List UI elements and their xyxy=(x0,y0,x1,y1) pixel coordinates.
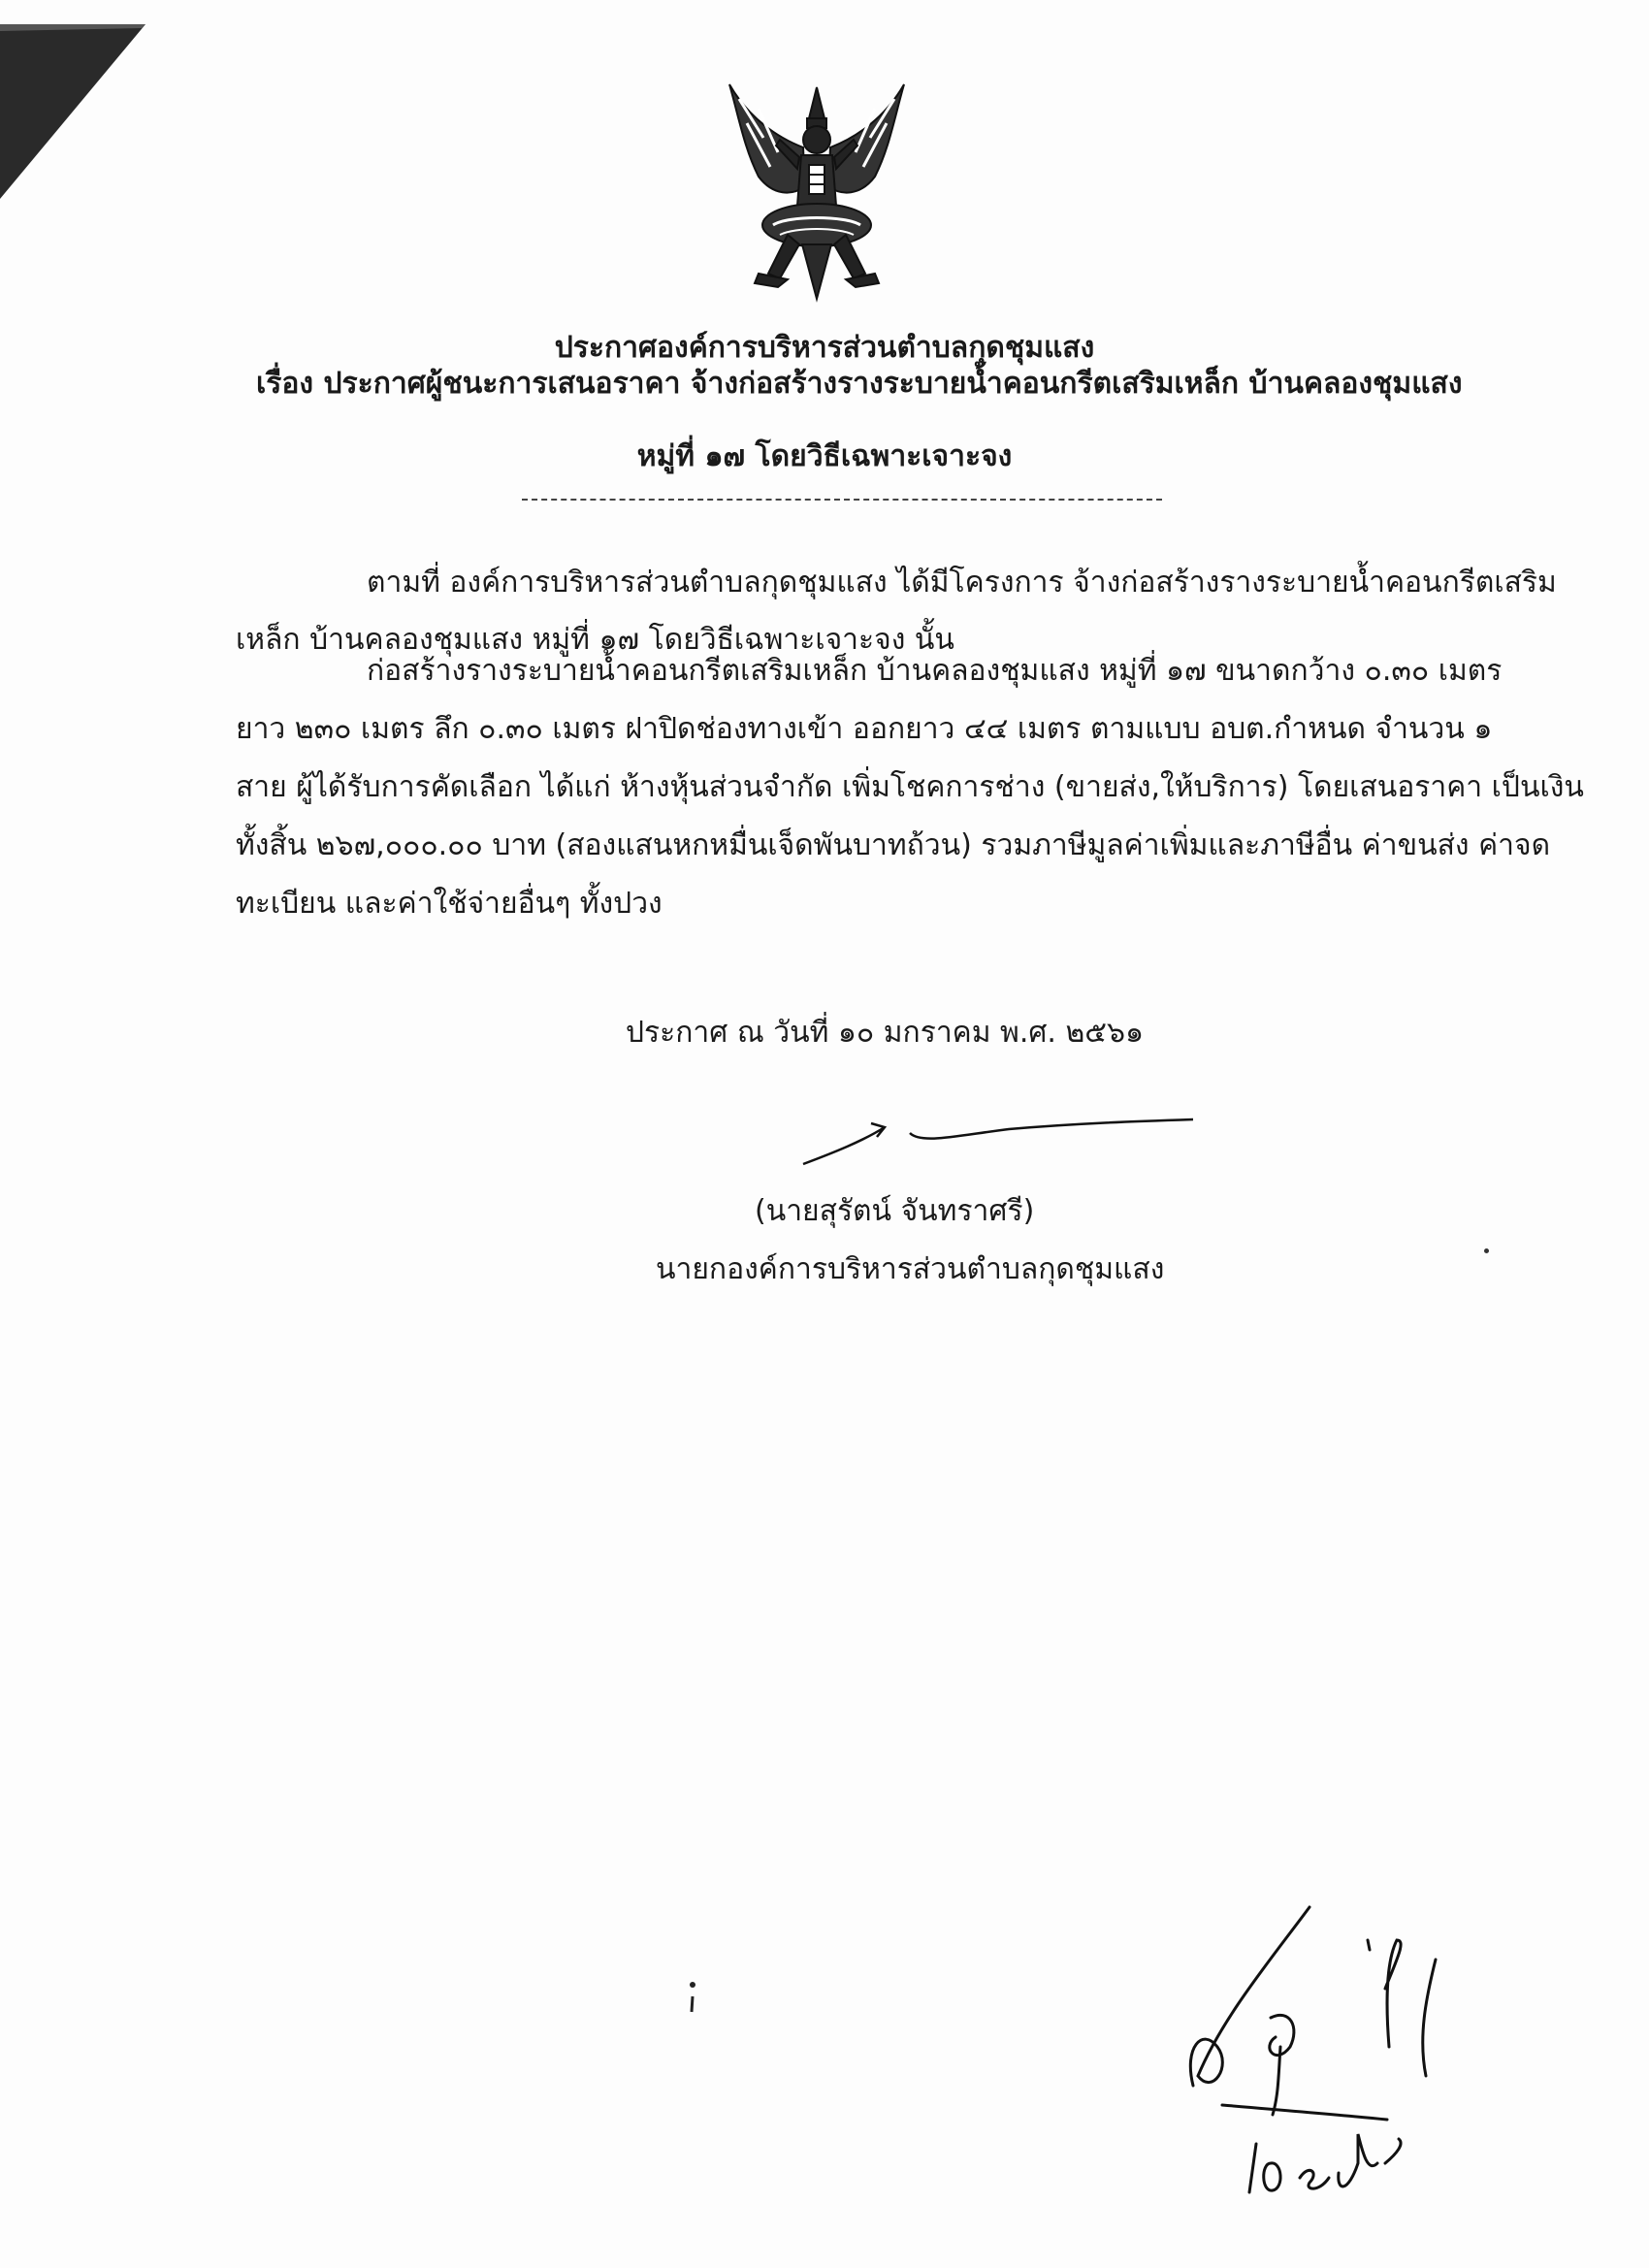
signature-stroke xyxy=(795,1106,1203,1174)
scan-corner-shadow xyxy=(0,0,155,204)
garuda-emblem-icon xyxy=(720,80,914,308)
body-paragraph2-line3: สาย ผู้ได้รับการคัดเลือก ได้แก่ ห้างหุ้นส่วนจำกัด เพิ่มโชคการช่าง (ขายส่ง,ให้บริการ) โดยเสนอราคา เป็นเงิน xyxy=(236,770,1584,804)
announcement-subject-line1: เรื่อง ประกาศผู้ชนะการเสนอราคา จ้างก่อสร้างรางระบายน้ำคอนกรีตเสริมเหล็ก บ้านคลองชุมแสง xyxy=(256,367,1463,401)
scan-mark xyxy=(687,1979,698,2018)
signatory-position: นายกองค์การบริหารส่วนตำบลกุดชุมแสง xyxy=(656,1252,1165,1286)
scan-speck xyxy=(1484,1248,1489,1253)
body-paragraph2-line1: ก่อสร้างรางระบายน้ำคอนกรีตเสริมเหล็ก บ้านคลองชุมแสง หมู่ที่ ๑๗ ขนาดกว้าง ๐.๓๐ เมตร xyxy=(367,654,1503,688)
body-paragraph2-line4: ทั้งสิ้น ๒๖๗,๐๐๐.๐๐ บาท (สองแสนหกหมื่นเจ็ดพันบาทถ้วน) รวมภาษีมูลค่าเพิ่มและภาษีอื่น ค่าขนส่ง ค่าจด xyxy=(236,828,1551,862)
body-paragraph2-line2: ยาว ๒๓๐ เมตร ลึก ๐.๓๐ เมตร ฝาปิดช่องทางเข้า ออกยาว ๔๔ เมตร ตามแบบ อบต.กำหนด จำนวน ๑ xyxy=(236,712,1493,746)
announcement-title: ประกาศองค์การบริหารส่วนตำบลกุดชุมแสง xyxy=(554,331,1095,365)
announcement-subject-line2: หมู่ที่ ๑๗ โดยวิธีเฉพาะเจาะจง xyxy=(636,439,1013,473)
body-paragraph1-line2: เหล็ก บ้านคลองชุมแสง หมู่ที่ ๑๗ โดยวิธีเฉพาะเจาะจง นั้น xyxy=(236,623,954,657)
title-divider xyxy=(522,499,1162,501)
announcement-date: ประกาศ ณ วันที่ ๑๐ มกราคม พ.ศ. ๒๕๖๑ xyxy=(626,1016,1145,1050)
body-paragraph2-line5: ทะเบียน และค่าใช้จ่ายอื่นๆ ทั้งปวง xyxy=(236,887,663,921)
signatory-name: (นายสุรัตน์ จันทราศรี) xyxy=(755,1194,1035,1228)
handwritten-initials xyxy=(1164,1901,1513,2212)
body-paragraph1-line1: ตามที่ องค์การบริหารส่วนตำบลกุดชุมแสง ได้มีโครงการ จ้างก่อสร้างรางระบายน้ำคอนกรีตเสริม xyxy=(367,566,1557,599)
